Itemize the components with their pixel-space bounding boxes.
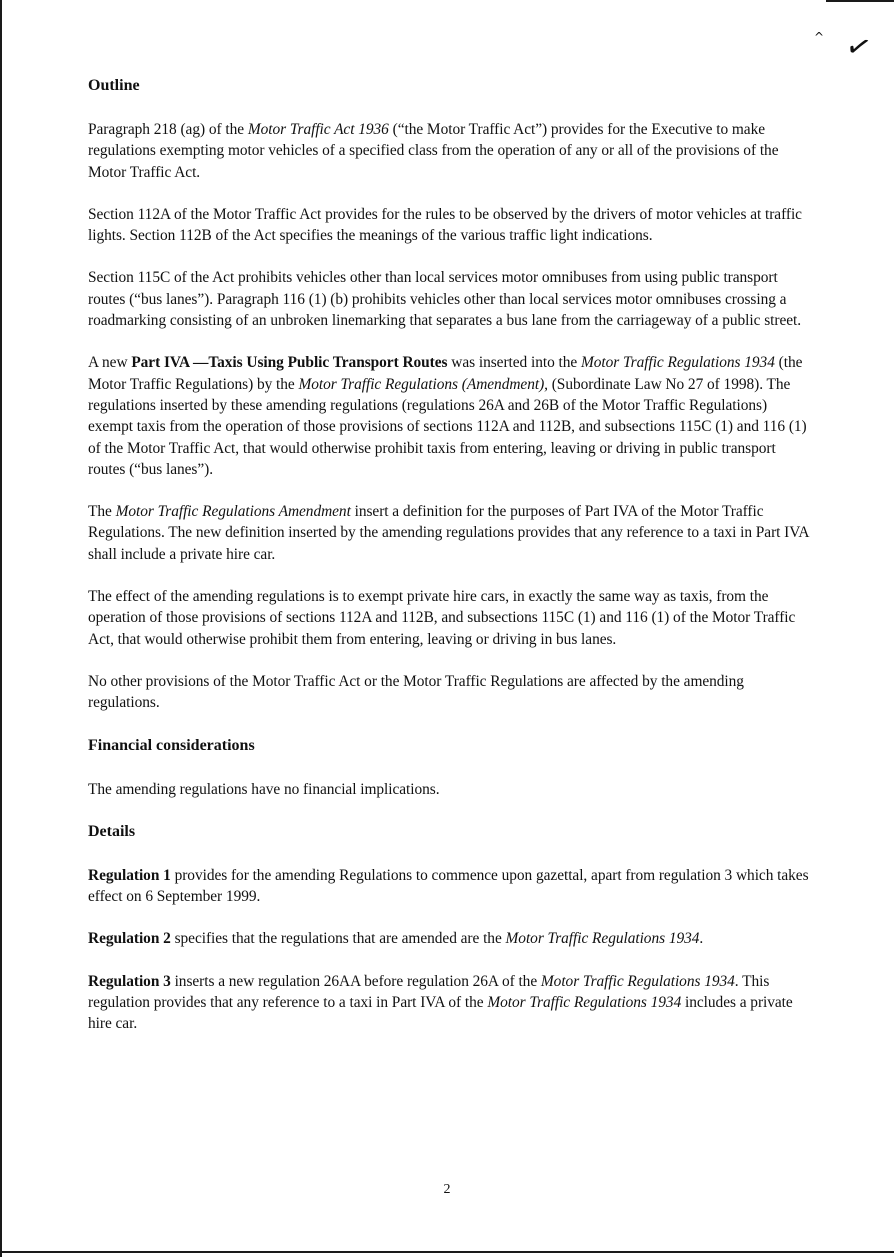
text-run: was inserted into the bbox=[447, 354, 581, 372]
section-heading: Outline bbox=[88, 77, 140, 94]
italic-text-run: Motor Traffic Regulations (Amendment), bbox=[298, 375, 548, 393]
text-run: Section 112A of the Motor Traffic Act provides for the rules to be observed by the drivers of motor vehicles at traffic lights. Section 112B of the Act specifies the meanings of the various traffic light indications. bbox=[88, 205, 802, 245]
text-run: The amending regulations have no financial implications. bbox=[88, 780, 440, 798]
text-run: (Subordinate Law No 27 of 1998). The regulations inserted by these amending regulations (regulations 26A and 26B of the Motor Traffic Regulations) exempt taxis from the operation of those provisions of sections 112A and 112B, and subsections 115C (1) and 116 (1) of the Motor Traffic Act, that would otherwise prohibit taxis from entering, leaving or driving in public transport routes (“bus lanes”). bbox=[88, 375, 807, 478]
paragraph bbox=[88, 501, 810, 565]
text-run: (the Motor Traffic Regulations) by the bbox=[88, 354, 803, 393]
bold-text-run: Regulation 2 bbox=[88, 930, 171, 948]
text-run: (“the Motor Traffic Act”) provides for the Executive to make regulations exempting motor vehicles of a specified class from the operation of any or all of the provisions of the Motor Traffic Act. bbox=[88, 121, 779, 181]
italic-text-run: Motor Traffic Regulations Amendment bbox=[115, 503, 351, 521]
text-run: Section 115C of the Act prohibits vehicles other than local services motor omnibuses from using public transport routes (“bus lanes”). Paragraph 116 (1) (b) prohibits vehicles other than local services motor omnibuses crossing a roadmarking consisting of an unbroken linemarking that separates a bus lane from the carriageway of a public street. bbox=[88, 269, 802, 330]
italic-text-run: Motor Traffic Regulations 1934 bbox=[580, 354, 775, 372]
paragraph bbox=[88, 779, 810, 800]
text-run: includes a private hire car. bbox=[88, 994, 793, 1033]
paragraph bbox=[88, 204, 810, 247]
italic-text-run: Motor Traffic Regulations 1934 bbox=[487, 994, 682, 1012]
paragraph bbox=[88, 352, 810, 480]
paragraph bbox=[88, 865, 810, 908]
section-heading: Details bbox=[88, 822, 136, 840]
italic-text-run: Motor Traffic Act 1936 bbox=[247, 121, 389, 138]
bold-text-run: Regulation 1 bbox=[88, 866, 171, 884]
text-run: A new bbox=[88, 354, 132, 372]
text-run: Paragraph 218 (ag) of the bbox=[88, 121, 248, 138]
scan-top-rule bbox=[826, 0, 894, 2]
text-run: No other provisions of the Motor Traffic Act or the Motor Traffic Regulations are affected by the amending regulations. bbox=[88, 672, 744, 712]
page-number: 2 bbox=[443, 1182, 451, 1197]
handwritten-check-icon: ✓ bbox=[841, 27, 876, 68]
paragraph bbox=[88, 928, 810, 949]
paragraph bbox=[88, 671, 810, 714]
paragraph bbox=[88, 586, 810, 650]
italic-text-run: Motor Traffic Regulations 1934 bbox=[505, 930, 700, 948]
bold-text-run: Part IVA —Taxis Using Public Transport Routes bbox=[131, 354, 448, 372]
text-run: insert a definition for the purposes of Part IVA of the Motor Traffic Regulations. The new definition inserted by the amending regulations provides that any reference to a taxi in Part IVA shall include a private hire car. bbox=[88, 503, 809, 563]
text-run: The bbox=[88, 503, 116, 521]
bold-text-run: Regulation 3 bbox=[88, 972, 171, 990]
document-body bbox=[88, 75, 810, 1056]
text-run: . bbox=[699, 930, 704, 948]
text-run: The effect of the amending regulations is to exempt private hire cars, in exactly the same way as taxis, from the operation of those provisions of sections 112A and 112B, and subsections 115C (1) and 116 (1) of the Motor Traffic Act, that would otherwise prohibit them from entering, leaving or driving in bus lanes. bbox=[88, 588, 796, 648]
scan-bottom-rule bbox=[0, 1251, 894, 1253]
text-run: inserts a new regulation 26AA before regulation 26A of the bbox=[170, 972, 541, 990]
text-run: specifies that the regulations that are amended are the bbox=[170, 930, 506, 948]
paragraph bbox=[88, 119, 810, 183]
text-run: . This regulation provides that any reference to a taxi in Part IVA of the bbox=[88, 972, 770, 1012]
caret-mark: ^ bbox=[814, 30, 825, 44]
scan-left-edge bbox=[0, 0, 2, 1257]
italic-text-run: Motor Traffic Regulations 1934 bbox=[540, 972, 735, 990]
text-run: provides for the amending Regulations to commence upon gazettal, apart from regulation 3 which takes effect on 6 September 1999. bbox=[88, 866, 809, 906]
section-heading: Financial considerations bbox=[88, 736, 255, 754]
paragraph bbox=[88, 267, 810, 331]
paragraph bbox=[88, 971, 810, 1035]
